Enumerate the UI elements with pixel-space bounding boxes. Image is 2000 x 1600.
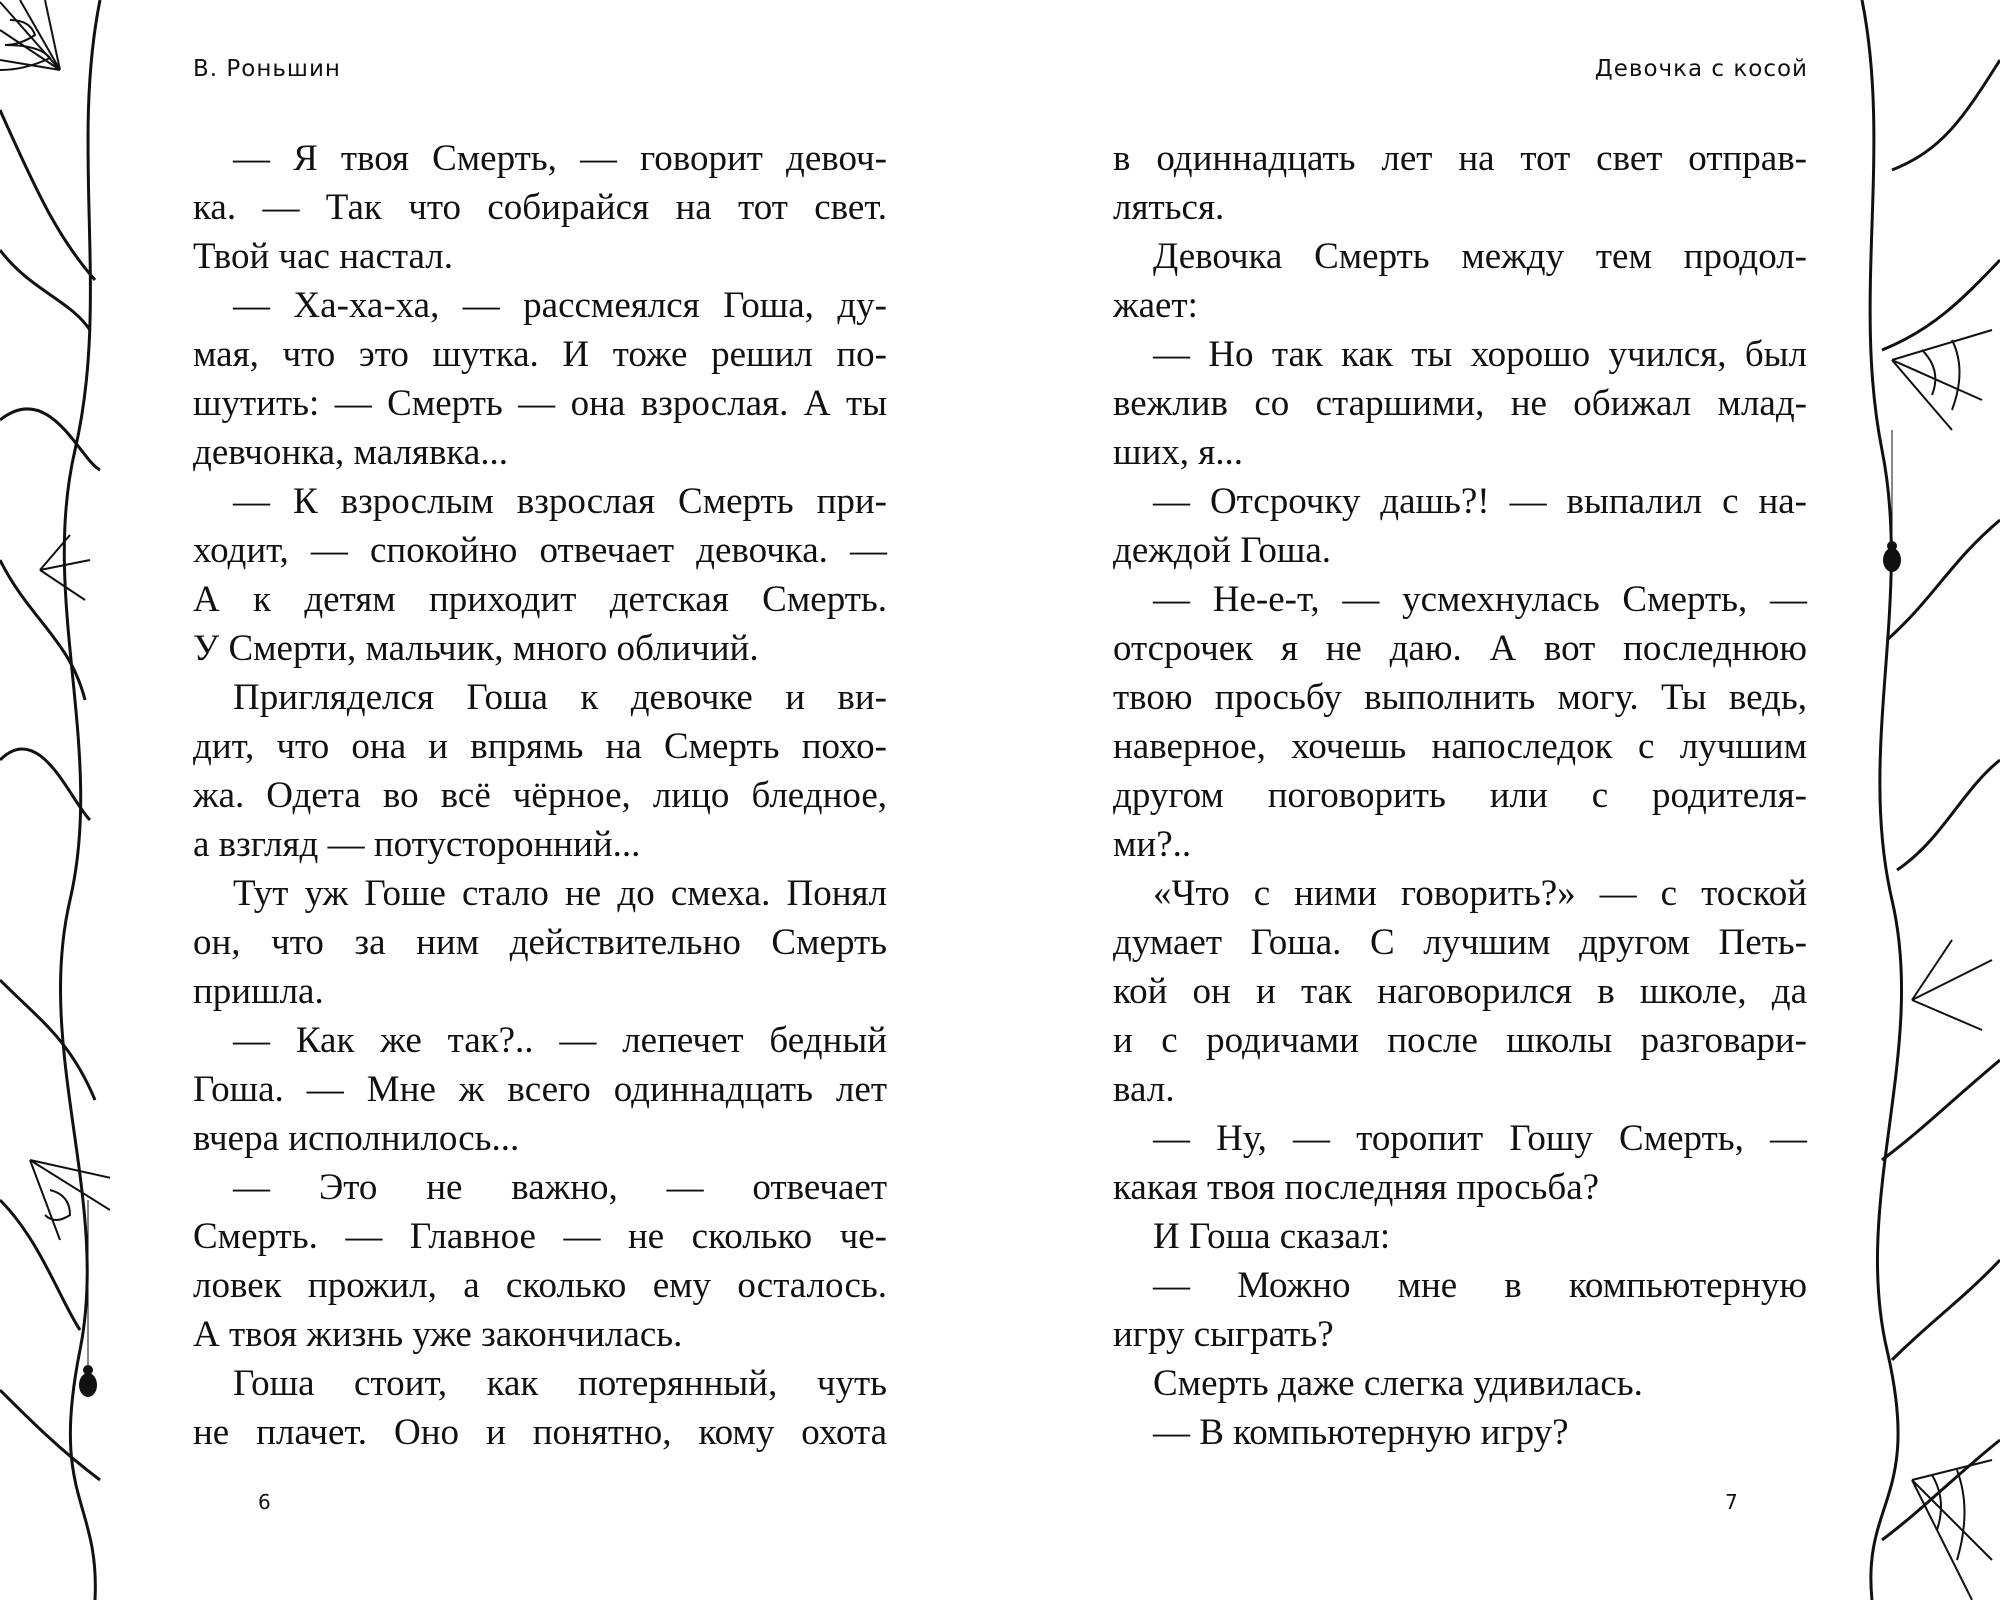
text-line: — Но так как ты хорошо учился, был — [1153, 334, 1807, 375]
text-line: деждой Гоша. — [1113, 530, 1331, 571]
text-line: мая, что это шутка. И тоже решил по- — [193, 334, 887, 375]
text-line: вал. — [1113, 1069, 1175, 1110]
text-line: ших, я... — [1113, 432, 1244, 473]
text-line: — Как же так?.. — лепечет бедный — [233, 1020, 887, 1061]
text-line: ми?.. — [1113, 824, 1192, 865]
left-page-body-text — [193, 134, 887, 1457]
text-line: ходит, — спокойно отвечает девочка. — — [193, 530, 887, 571]
text-line: — Я твоя Смерть, — говорит девоч- — [233, 138, 887, 179]
text-line: — В компьютерную игру? — [1153, 1412, 1569, 1453]
text-line: не плачет. Оно и понятно, кому охота — [193, 1412, 887, 1453]
text-line: жа. Одета во всё чёрное, лицо бледное, — [193, 775, 887, 816]
text-line: наверное, хочешь напоследок с лучшим — [1113, 726, 1807, 767]
text-line: и с родичами после школы разговари- — [1113, 1020, 1807, 1061]
text-line: жает: — [1113, 285, 1198, 326]
text-line: «Что с ними говорить?» — с тоской — [1153, 873, 1807, 914]
text-line: какая твоя последняя просьба? — [1113, 1167, 1600, 1208]
running-header-title: Девочка с косой — [1594, 56, 1808, 82]
text-line: — К взрослым взрослая Смерть при- — [233, 481, 887, 522]
text-line: А твоя жизнь уже закончилась. — [193, 1314, 683, 1355]
text-line: другом поговорить или с родителя- — [1113, 775, 1807, 816]
text-line: игру сыграть? — [1113, 1314, 1334, 1355]
text-line: — Ну, — торопит Гошу Смерть, — — [1153, 1118, 1807, 1159]
running-header-author: В. Роньшин — [193, 56, 341, 82]
text-line: — Можно мне в компьютерную — [1153, 1265, 1807, 1306]
text-line: пришла. — [193, 971, 324, 1012]
text-line: И Гоша сказал: — [1153, 1216, 1391, 1257]
text-line: ка. — Так что собирайся на тот свет. — [193, 187, 887, 228]
text-line: Пригляделся Гоша к девочке и ви- — [233, 677, 887, 718]
text-line: Твой час настал. — [193, 236, 453, 277]
text-line: Гоша стоит, как потерянный, чуть — [233, 1363, 887, 1404]
text-line: ляться. — [1113, 187, 1225, 228]
text-line: Смерть даже слегка удивилась. — [1153, 1363, 1643, 1404]
text-line: — Отсрочку дашь?! — выпалил с на- — [1153, 481, 1807, 522]
text-line: — Не-е-т, — усмехнулась Смерть, — — [1153, 579, 1807, 620]
text-line: ловек прожил, а сколько ему осталось. — [193, 1265, 887, 1306]
text-line: шутить: — Смерть — она взрослая. А ты — [193, 383, 887, 424]
text-line: — Это не важно, — отвечает — [233, 1167, 887, 1208]
text-line: девчонка, малявка... — [193, 432, 509, 473]
text-line: Гоша. — Мне ж всего одиннадцать лет — [193, 1069, 887, 1110]
text-line: Тут уж Гоше стало не до смеха. Понял — [233, 873, 887, 914]
right-page — [1000, 0, 2000, 1600]
text-line: У Смерти, мальчик, много обличий. — [193, 628, 759, 669]
text-line: а взгляд — потусторонний... — [193, 824, 641, 865]
page-number-right: 7 — [1725, 1490, 1738, 1514]
text-line: отсрочек я не даю. А вот последнюю — [1113, 628, 1807, 669]
text-line: думает Гоша. С лучшим другом Петь- — [1113, 922, 1807, 963]
page-number-left: 6 — [258, 1490, 271, 1514]
text-line: вежлив со старшими, не обижал млад- — [1113, 383, 1807, 424]
text-line: Смерть. — Главное — не сколько че- — [193, 1216, 887, 1257]
text-line: вчера исполнилось... — [193, 1118, 520, 1159]
text-line: в одиннадцать лет на тот свет отправ- — [1113, 138, 1807, 179]
text-line: — Ха-ха-ха, — рассмеялся Гоша, ду- — [233, 285, 887, 326]
text-line: дит, что она и впрямь на Смерть похо- — [193, 726, 887, 767]
text-line: Девочка Смерть между тем продол- — [1153, 236, 1807, 277]
right-page-body-text — [1113, 134, 1807, 1457]
text-line: твою просьбу выполнить могу. Ты ведь, — [1113, 677, 1807, 718]
text-line: кой он и так наговорился в школе, да — [1113, 971, 1807, 1012]
text-line: А к детям приходит детская Смерть. — [193, 579, 887, 620]
text-line: он, что за ним действительно Смерть — [193, 922, 887, 963]
